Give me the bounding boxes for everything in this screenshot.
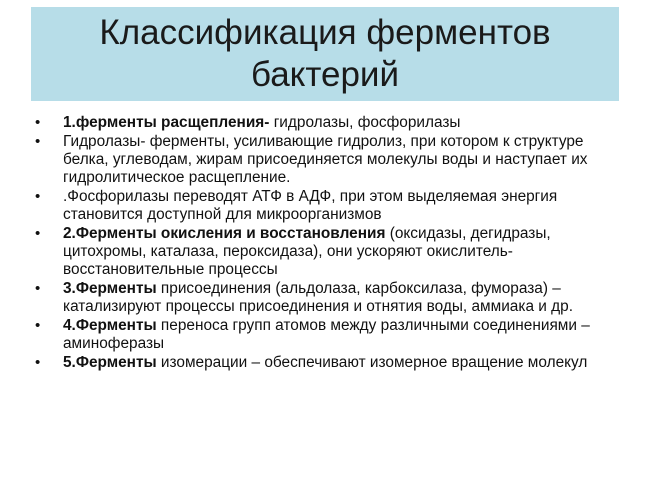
list-item (31, 133, 621, 187)
item-bold-text: 5.Ферменты (63, 354, 157, 371)
title-line-1: Классификация ферментов (99, 13, 551, 52)
bullet-icon: • (35, 354, 41, 371)
item-bold-text: 1.ферменты расщепления- (63, 114, 270, 131)
title-banner (31, 7, 619, 101)
bullet-list (31, 114, 621, 372)
title-line-2: бактерий (250, 55, 400, 94)
list-item (31, 225, 621, 279)
list-item (31, 317, 621, 353)
item-text: изомерации – обеспечивают изомерное вращение молекул (156, 354, 588, 371)
bullet-icon: • (35, 317, 41, 334)
bullet-icon: • (35, 280, 41, 297)
item-text: переноса групп атомов между различными соединениями – аминоферазы (63, 317, 590, 352)
bullet-icon: • (35, 114, 41, 131)
item-text: (оксидазы, дегидразы, цитохромы, каталаза, пероксидаза), они ускоряют окислитель-восстановительные процессы (63, 225, 551, 278)
bullet-icon: • (35, 188, 41, 205)
list-item (31, 114, 621, 132)
list-item (31, 280, 621, 316)
item-bold-text: 4.Ферменты (63, 317, 157, 334)
list-item (31, 188, 621, 224)
bullet-icon: • (35, 225, 41, 242)
item-text: гидролазы, фосфорилазы (269, 114, 461, 131)
item-text: присоединения (альдолаза, карбоксилаза, фумораза) – катализируют процессы присоединения и отнятия воды, аммиака и др. (63, 280, 573, 315)
item-bold-text: 3.Ферменты (63, 280, 157, 297)
item-text: .Фосфорилазы переводят АТФ в АДФ, при этом выделяемая энергия становится доступной для микроорганизмов (63, 188, 558, 223)
content-area (31, 114, 621, 373)
item-text: Гидролазы- ферменты, усиливающие гидролиз, при котором к структуре белка, углеводам, жирам присоединяется молекулы воды и наступает их гидролитическое расщепление. (63, 133, 588, 186)
list-item (31, 354, 621, 372)
bullet-icon: • (35, 133, 41, 150)
item-bold-text: 2.Ферменты окисления и восстановления (63, 225, 386, 242)
